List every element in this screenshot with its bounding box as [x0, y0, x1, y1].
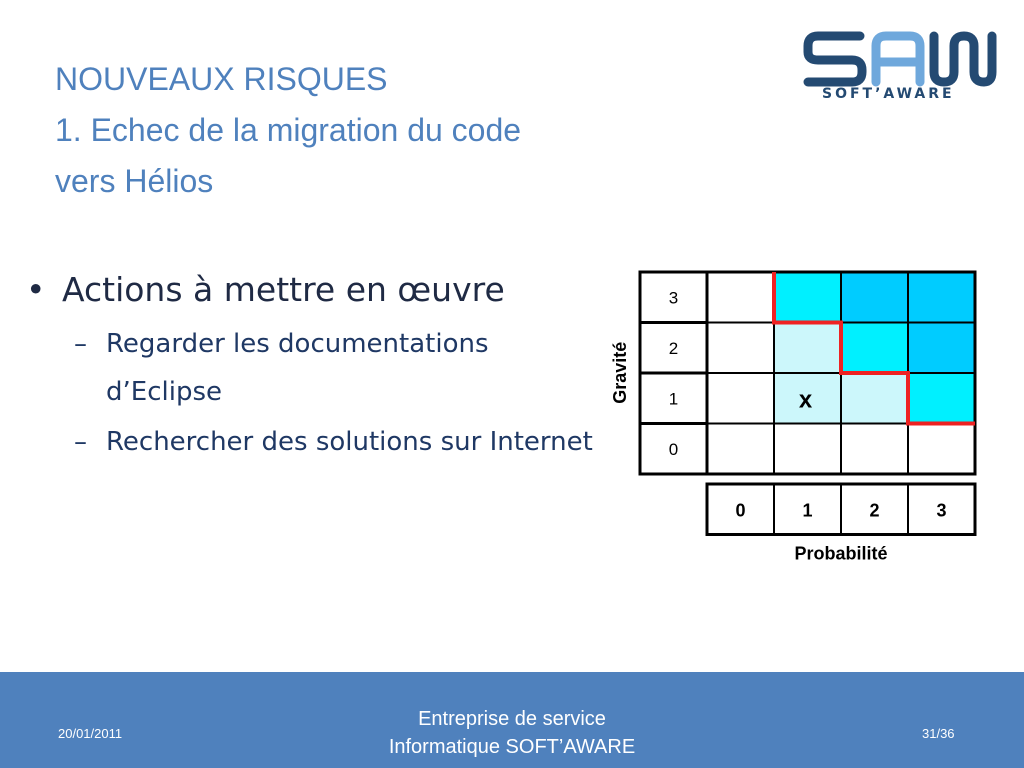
- logo-letter-a: [876, 36, 920, 82]
- bullet-list: [20, 262, 600, 466]
- y-tick-label: 2: [668, 338, 679, 358]
- x-tick-label: 0: [735, 500, 746, 521]
- matrix-cell: [841, 272, 908, 323]
- footer-company-line-1: Entreprise de service: [418, 708, 606, 730]
- matrix-cell: [908, 323, 975, 374]
- x-axis-title: Probabilité: [794, 543, 888, 564]
- matrix-cell: [707, 424, 774, 475]
- matrix-cell: [707, 272, 774, 323]
- matrix-cell: [707, 373, 774, 424]
- title-line-2: 1. Echec de la migration du code: [55, 112, 522, 148]
- x-tick-label: 2: [869, 500, 880, 521]
- title-line-3: vers Hélios: [55, 163, 214, 199]
- matrix-cell: [908, 424, 975, 475]
- footer-date: 20/01/2011: [58, 726, 123, 741]
- matrix-cell: [774, 323, 841, 374]
- bullet-dash: –: [74, 329, 87, 359]
- slide-title: [55, 54, 675, 207]
- matrix-cell: [774, 424, 841, 475]
- bullet-sub-2: [20, 418, 600, 466]
- matrix-cell: [841, 424, 908, 475]
- logo-letter-w: [934, 36, 992, 82]
- footer: [0, 672, 1024, 768]
- footer-page-number: 31/36: [922, 726, 955, 741]
- matrix-cell: [841, 373, 908, 424]
- x-tick-label: 3: [936, 500, 947, 521]
- y-tick-label: 1: [668, 389, 679, 409]
- logo-letter-s: [808, 36, 862, 82]
- bullet-sub-1-text: Regarder les documentations d’Eclipse: [106, 329, 489, 407]
- matrix-cell: [774, 272, 841, 323]
- x-tick-label: 1: [802, 500, 813, 521]
- logo-subtitle: SOFT’AWARE: [822, 86, 955, 102]
- bullet-sub-1: [20, 320, 600, 416]
- matrix-cell: [908, 272, 975, 323]
- bullet-dash: –: [74, 427, 87, 457]
- title-line-1: NOUVEAUX RISQUES: [55, 61, 388, 97]
- matrix-cell: [908, 373, 975, 424]
- bullet-main: [20, 262, 600, 318]
- footer-company: [312, 705, 712, 761]
- bullet-dot: •: [26, 270, 46, 309]
- saw-logo: [800, 22, 1000, 122]
- risk-marker: x: [798, 386, 813, 414]
- risk-matrix: [598, 268, 983, 568]
- bullet-sub-2-text: Rechercher des solutions sur Internet: [106, 427, 593, 457]
- matrix-cell: [707, 323, 774, 374]
- matrix-cell: [841, 323, 908, 374]
- y-tick-label: 0: [668, 439, 679, 459]
- footer-company-line-2: Informatique SOFT’AWARE: [388, 736, 636, 758]
- bullet-main-text: Actions à mettre en œuvre: [62, 270, 505, 309]
- y-axis-title: Gravité: [610, 341, 630, 404]
- y-tick-label: 3: [668, 288, 679, 308]
